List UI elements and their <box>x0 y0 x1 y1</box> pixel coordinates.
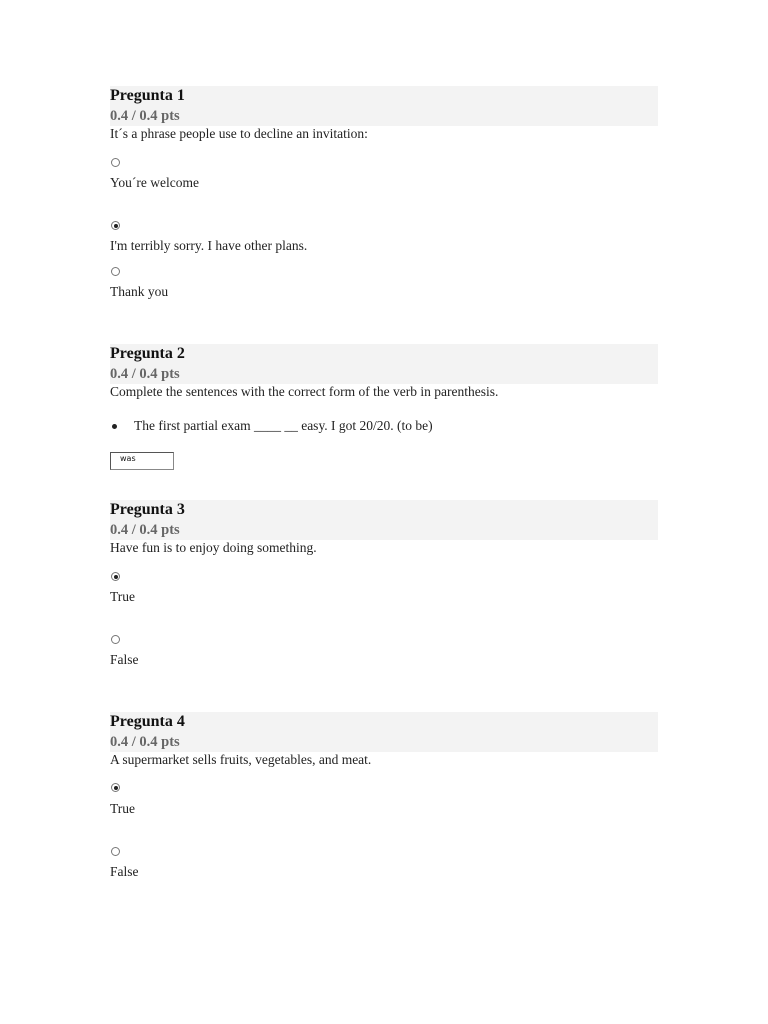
option-label: False <box>110 652 139 667</box>
question-prompt: Have fun is to enjoy doing something. <box>110 540 317 555</box>
question-1 <box>110 86 658 299</box>
question-points: 0.4 / 0.4 pts <box>110 366 180 382</box>
option-label: You´re welcome <box>110 175 199 190</box>
option-radio[interactable] <box>111 267 120 276</box>
question-title: Pregunta 2 <box>110 345 185 362</box>
option-radio-selected[interactable] <box>111 572 120 581</box>
question-header <box>110 344 658 384</box>
option-label: I'm terribly sorry. I have other plans. <box>110 238 308 253</box>
option-label: True <box>110 589 136 604</box>
option-radio-selected[interactable] <box>111 221 120 230</box>
option-radio[interactable] <box>111 635 120 644</box>
answer-field[interactable]: was <box>110 452 174 470</box>
question-prompt: It´s a phrase people use to decline an invitation: <box>110 126 368 141</box>
option-radio[interactable] <box>111 847 120 856</box>
question-title: Pregunta 4 <box>110 713 185 730</box>
question-prompt: Complete the sentences with the correct form of the verb in parenthesis. <box>110 384 499 399</box>
question-header <box>110 712 658 752</box>
option-radio-selected[interactable] <box>111 783 120 792</box>
option-label: True <box>110 801 136 816</box>
question-header <box>110 500 658 540</box>
question-title: Pregunta 3 <box>110 501 185 518</box>
option-label: Thank you <box>110 284 169 299</box>
question-2 <box>110 344 658 463</box>
question-3 <box>110 500 658 667</box>
bullet-icon <box>112 424 117 429</box>
question-points: 0.4 / 0.4 pts <box>110 522 180 538</box>
sentence-item: The first partial exam ____ __ easy. I got 20/20. (to be) <box>134 418 433 433</box>
question-points: 0.4 / 0.4 pts <box>110 734 180 750</box>
option-label: False <box>110 864 139 879</box>
question-prompt: A supermarket sells fruits, vegetables, and meat. <box>110 752 372 767</box>
option-radio[interactable] <box>111 158 120 167</box>
question-4 <box>110 712 658 879</box>
question-points: 0.4 / 0.4 pts <box>110 108 180 124</box>
question-header <box>110 86 658 126</box>
question-title: Pregunta 1 <box>110 87 185 104</box>
